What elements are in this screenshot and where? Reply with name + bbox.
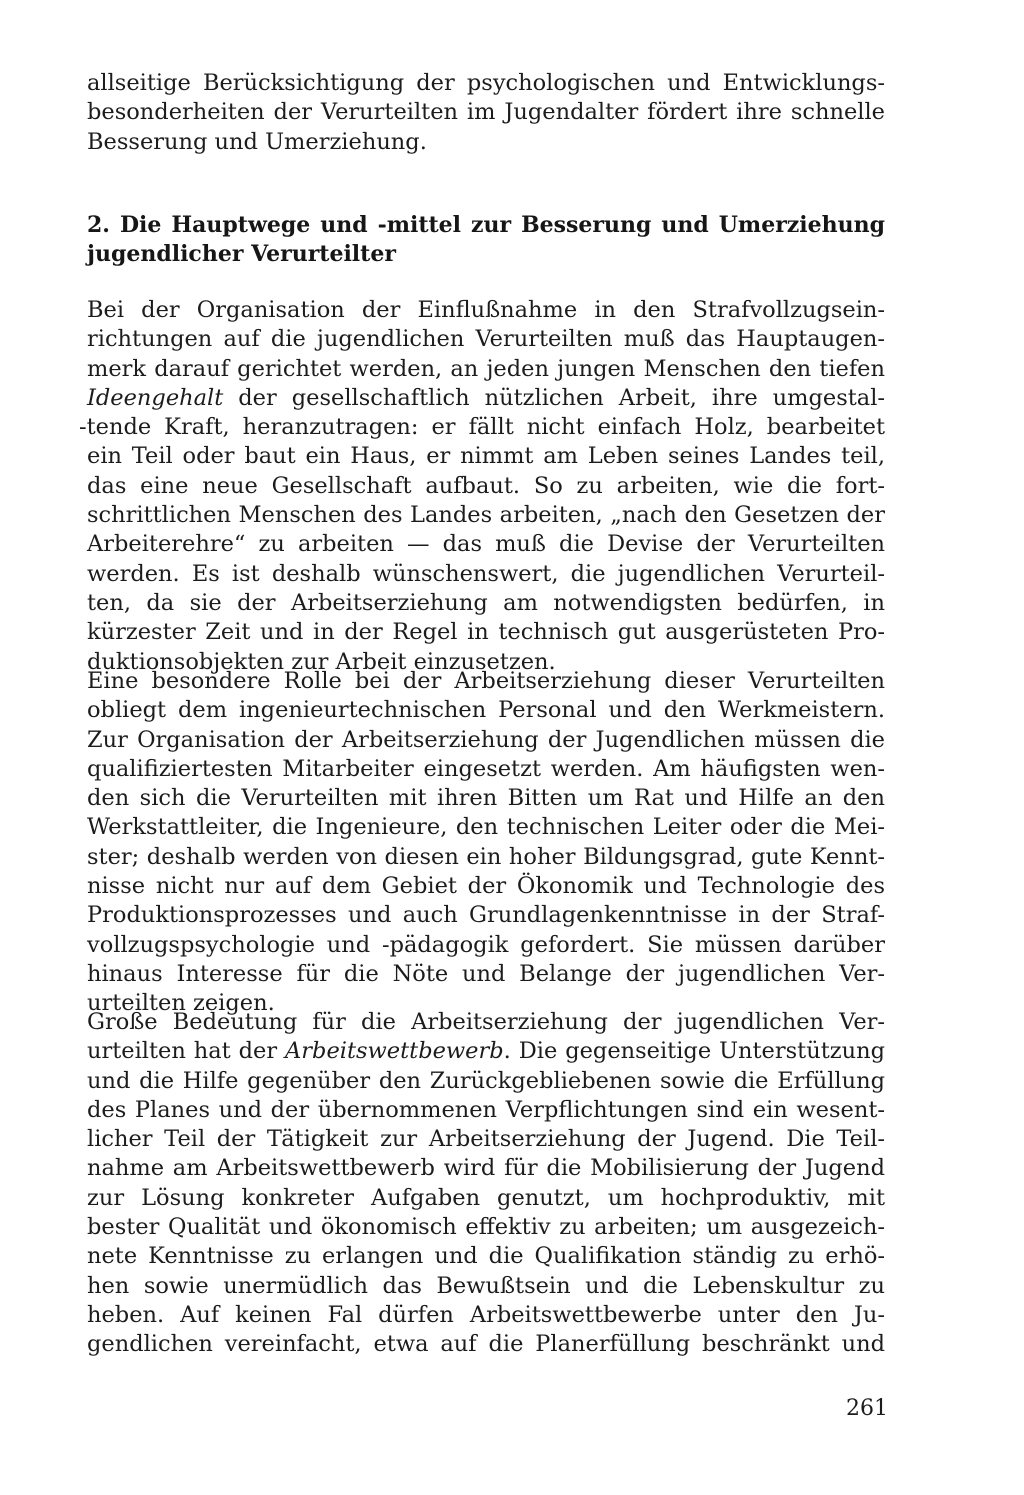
text-line-with-emphasis [87,384,885,413]
text-line: nahme am Arbeitswettbewerb wird für die Mobilisierung der Jugend [87,1155,885,1182]
heading-line: 2. Die Hauptwege und -mittel zur Besserung und Umerziehung [87,212,885,238]
text-line: urteilten zeigen. [87,990,275,1017]
text-fragment: urteilten hat der [87,1038,286,1065]
text-line: duktionsobjekten zur Arbeit einzusetzen. [87,648,556,675]
emphasized-term: Arbeitswettbewerb [285,1038,504,1065]
paragraph-1 [79,296,885,677]
text-line: ein Teil oder baut ein Haus, er nimmt am Leben seines Landes teil, [87,443,885,470]
text-line: allseitige Berücksichtigung der psychologischen und Entwicklungs- [87,70,885,96]
text-line: Arbeiterehre“ zu arbeiten — das muß die Devise der Verurteilten [87,531,885,558]
text-line: hinaus Interesse für die Nöte und Belange der jugendlichen Ver- [87,960,885,987]
text-line: richtungen auf die jugendlichen Verurteilten muß das Hauptaugen- [87,326,885,353]
text-line: des Planes und der übernommenen Verpflichtungen sind ein wesent- [87,1096,885,1123]
text-fragment: . Die gegenseitige Unterstützung [503,1038,885,1065]
text-line: obliegt dem ingenieurtechnischen Personal und den Werkmeistern. [87,697,885,724]
text-line: Eine besondere Rolle bei der Arbeitserziehung dieser Verurteilten [87,668,885,694]
heading-line: jugendlicher Verurteilter [87,241,396,268]
text-line: besonderheiten der Verurteilten im Jugendalter fördert ihre schnelle [87,99,885,126]
text-line: kürzester Zeit und in der Regel in technisch gut ausgerüsteten Pro- [87,619,885,646]
text-line-with-emphasis [87,1037,885,1066]
text-line: -tende Kraft, heranzutragen: er fällt nicht einfach Holz, bearbeitet [79,414,885,441]
paragraph-2 [87,667,885,1019]
text-line: licher Teil der Tätigkeit zur Arbeitserziehung der Jugend. Die Teil- [87,1126,885,1153]
text-line: Besserung und Umerziehung. [87,128,427,155]
text-line: ten, da sie der Arbeitserziehung am notwendigsten bedürfen, in [87,589,885,616]
text-line: hen sowie unermüdlich das Bewußtsein und die Lebenskultur zu [87,1272,885,1299]
text-line: den sich die Verurteilten mit ihren Bitten um Rat und Hilfe an den [87,785,885,812]
text-line: merk darauf gerichtet werden, an jeden jungen Menschen den tiefen [87,355,885,382]
text-line: qualifiziertesten Mitarbeiter eingesetzt werden. Am häufigsten wen- [87,755,885,782]
text-line: Produktionsprozesses und auch Grundlagenkenntnisse in der Straf- [87,902,885,929]
page-number: 261 [846,1396,888,1421]
text-line: werden. Es ist deshalb wünschenswert, die jugendlichen Verurteil- [87,560,885,587]
section-heading [87,211,885,270]
text-line: gendlichen vereinfacht, etwa auf die Planerfüllung beschränkt und [87,1331,885,1358]
text-line: nisse nicht nur auf dem Gebiet der Ökonomik und Technologie des [87,873,885,900]
text-line: Werkstattleiter, die Ingenieure, den technischen Leiter oder die Mei- [87,814,885,841]
text-line: nete Kenntnisse zu erlangen und die Qualifikation ständig zu erhö- [87,1243,885,1270]
text-line: Große Bedeutung für die Arbeitserziehung der jugendlichen Ver- [87,1009,885,1035]
text-line: das eine neue Gesellschaft aufbaut. So zu arbeiten, wie die fort- [87,472,885,499]
text-line: heben. Auf keinen Fal dürfen Arbeitswettbewerbe unter den Ju- [87,1301,885,1328]
intro-paragraph [87,69,885,157]
text-line: Zur Organisation der Arbeitserziehung der Jugendlichen müssen die [87,726,885,753]
text-line: und die Hilfe gegenüber den Zurückgebliebenen sowie die Erfüllung [87,1067,885,1094]
text-line: bester Qualität und ökonomisch effektiv zu arbeiten; um ausgezeich- [87,1214,885,1241]
text-line: ster; deshalb werden von diesen ein hoher Bildungsgrad, gute Kennt- [87,843,885,870]
text-line: Bei der Organisation der Einflußnahme in den Strafvollzugsein- [87,297,885,323]
paragraph-3 [87,1008,885,1360]
text-line: vollzugspsychologie und -pädagogik gefordert. Sie müssen darüber [87,931,885,958]
text-line: schrittlichen Menschen des Landes arbeiten, „nach den Gesetzen der [87,502,885,529]
emphasized-term: Ideengehalt [87,384,224,411]
text-fragment: der gesellschaftlich nützlichen Arbeit, ihre umgestal- [238,384,885,411]
text-line: zur Lösung konkreter Aufgaben genutzt, um hochproduktiv, mit [87,1184,885,1211]
